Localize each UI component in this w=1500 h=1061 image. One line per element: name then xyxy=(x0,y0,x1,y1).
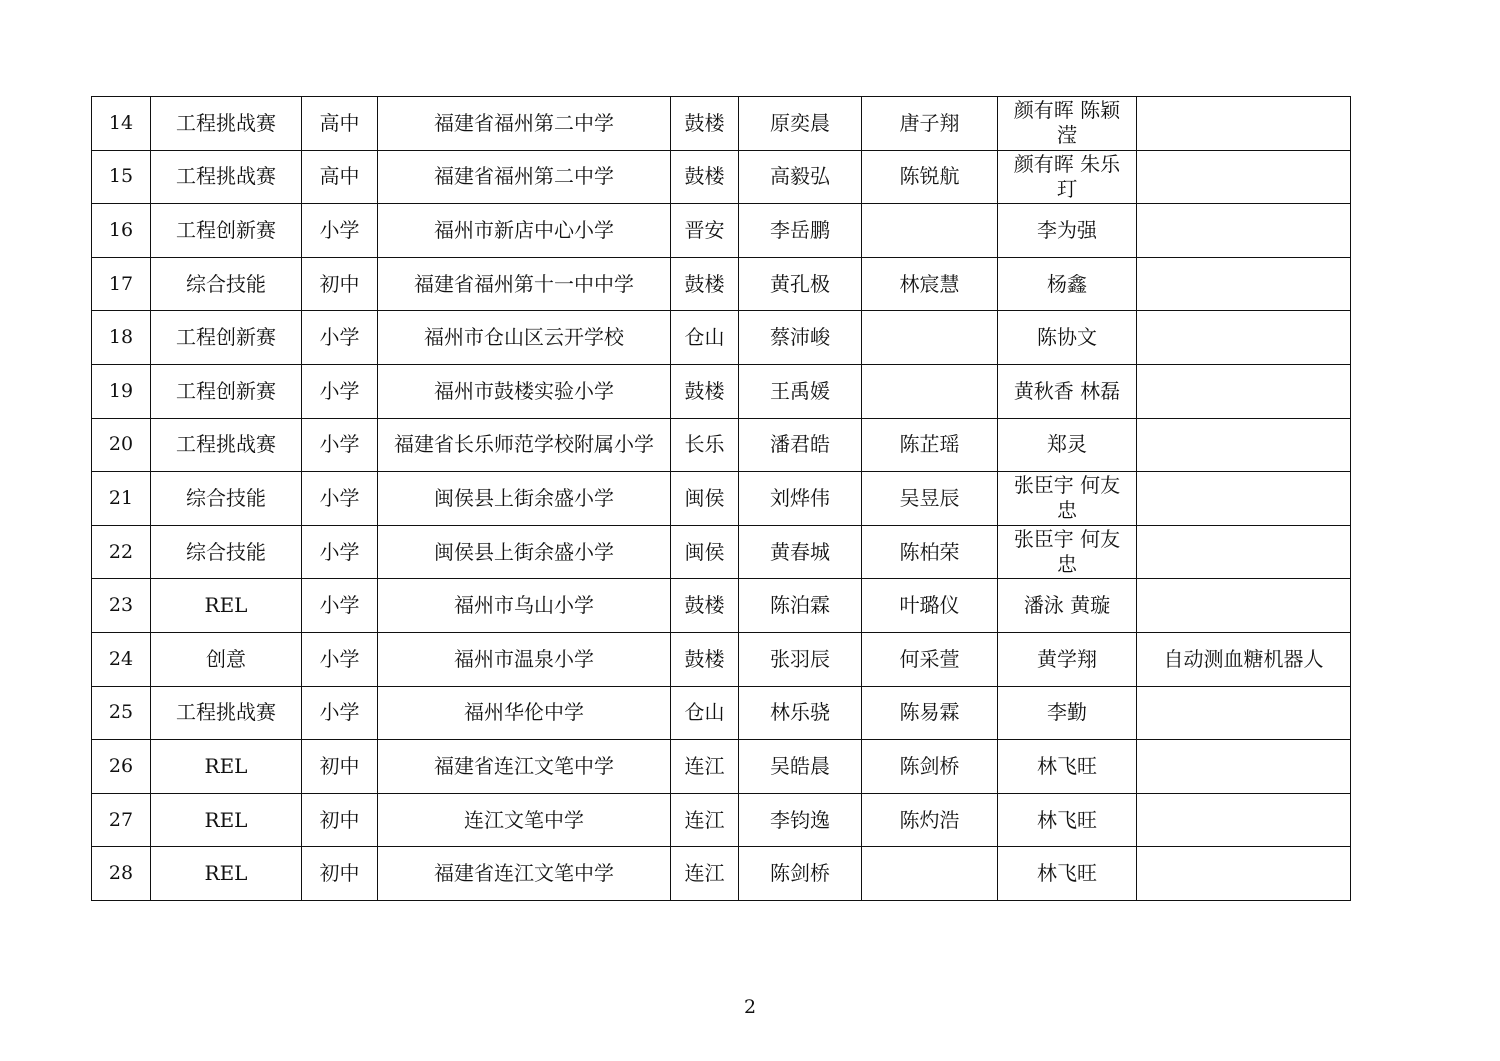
table-row xyxy=(92,418,1351,472)
no-cell: 26 xyxy=(92,740,151,794)
level-cell: 小学 xyxy=(302,525,378,579)
student2-cell: 陈锐航 xyxy=(862,150,998,204)
district-cell: 鼓楼 xyxy=(671,150,739,204)
student1-cell: 高毅弘 xyxy=(739,150,862,204)
level-cell: 高中 xyxy=(302,150,378,204)
event-cell: REL xyxy=(151,793,302,847)
table-body xyxy=(92,97,1351,901)
table-row xyxy=(92,525,1351,579)
student2-cell: 陈灼浩 xyxy=(862,793,998,847)
district-cell: 连江 xyxy=(671,740,739,794)
no-cell: 22 xyxy=(92,525,151,579)
teacher-cell: 颜有晖 朱乐玎 xyxy=(998,150,1137,204)
project-cell xyxy=(1137,97,1351,151)
event-cell: 综合技能 xyxy=(151,257,302,311)
level-cell: 小学 xyxy=(302,686,378,740)
student1-cell: 张羽辰 xyxy=(739,632,862,686)
no-cell: 14 xyxy=(92,97,151,151)
no-cell: 17 xyxy=(92,257,151,311)
no-cell: 25 xyxy=(92,686,151,740)
level-cell: 小学 xyxy=(302,472,378,526)
level-cell: 小学 xyxy=(302,311,378,365)
table-row xyxy=(92,686,1351,740)
student2-cell: 陈易霖 xyxy=(862,686,998,740)
school-cell: 福州市鼓楼实验小学 xyxy=(378,364,671,418)
project-cell xyxy=(1137,579,1351,633)
district-cell: 连江 xyxy=(671,847,739,901)
level-cell: 初中 xyxy=(302,793,378,847)
school-cell: 福州市仓山区云开学校 xyxy=(378,311,671,365)
no-cell: 24 xyxy=(92,632,151,686)
project-cell xyxy=(1137,204,1351,258)
no-cell: 19 xyxy=(92,364,151,418)
project-cell xyxy=(1137,793,1351,847)
student1-cell: 王禹媛 xyxy=(739,364,862,418)
school-cell: 福州市乌山小学 xyxy=(378,579,671,633)
student2-cell xyxy=(862,204,998,258)
table-row xyxy=(92,579,1351,633)
event-cell: 工程挑战赛 xyxy=(151,686,302,740)
event-cell: 综合技能 xyxy=(151,525,302,579)
student1-cell: 林乐骁 xyxy=(739,686,862,740)
level-cell: 初中 xyxy=(302,740,378,794)
district-cell: 连江 xyxy=(671,793,739,847)
teacher-cell: 张臣宇 何友忠 xyxy=(998,525,1137,579)
student1-cell: 陈剑桥 xyxy=(739,847,862,901)
results-table xyxy=(91,96,1351,901)
no-cell: 27 xyxy=(92,793,151,847)
event-cell: 工程创新赛 xyxy=(151,311,302,365)
teacher-cell: 李为强 xyxy=(998,204,1137,258)
district-cell: 长乐 xyxy=(671,418,739,472)
table-row xyxy=(92,257,1351,311)
district-cell: 闽侯 xyxy=(671,472,739,526)
student2-cell xyxy=(862,847,998,901)
event-cell: 工程创新赛 xyxy=(151,364,302,418)
event-cell: 工程挑战赛 xyxy=(151,418,302,472)
level-cell: 小学 xyxy=(302,579,378,633)
student1-cell: 原奕晨 xyxy=(739,97,862,151)
table-row xyxy=(92,311,1351,365)
table-row xyxy=(92,632,1351,686)
project-cell xyxy=(1137,472,1351,526)
school-cell: 福建省连江文笔中学 xyxy=(378,740,671,794)
school-cell: 福州市温泉小学 xyxy=(378,632,671,686)
no-cell: 23 xyxy=(92,579,151,633)
level-cell: 初中 xyxy=(302,257,378,311)
teacher-cell: 潘泳 黄璇 xyxy=(998,579,1137,633)
student2-cell: 陈剑桥 xyxy=(862,740,998,794)
no-cell: 20 xyxy=(92,418,151,472)
project-cell: 自动测血糖机器人 xyxy=(1137,632,1351,686)
student2-cell: 叶璐仪 xyxy=(862,579,998,633)
school-cell: 福建省福州第二中学 xyxy=(378,97,671,151)
table-row xyxy=(92,740,1351,794)
district-cell: 鼓楼 xyxy=(671,364,739,418)
teacher-cell: 张臣宇 何友忠 xyxy=(998,472,1137,526)
student1-cell: 陈泊霖 xyxy=(739,579,862,633)
page-number: 2 xyxy=(743,996,757,1018)
school-cell: 闽侯县上街余盛小学 xyxy=(378,525,671,579)
student1-cell: 李岳鹏 xyxy=(739,204,862,258)
student1-cell: 吴皓晨 xyxy=(739,740,862,794)
event-cell: 创意 xyxy=(151,632,302,686)
student2-cell: 何采萱 xyxy=(862,632,998,686)
project-cell xyxy=(1137,311,1351,365)
district-cell: 仓山 xyxy=(671,686,739,740)
school-cell: 福建省长乐师范学校附属小学 xyxy=(378,418,671,472)
teacher-cell: 林飞旺 xyxy=(998,847,1137,901)
student1-cell: 黄孔极 xyxy=(739,257,862,311)
event-cell: REL xyxy=(151,847,302,901)
project-cell xyxy=(1137,686,1351,740)
teacher-cell: 黄秋香 林磊 xyxy=(998,364,1137,418)
district-cell: 鼓楼 xyxy=(671,257,739,311)
teacher-cell: 黄学翔 xyxy=(998,632,1137,686)
district-cell: 鼓楼 xyxy=(671,632,739,686)
table-row xyxy=(92,793,1351,847)
teacher-cell: 杨鑫 xyxy=(998,257,1137,311)
teacher-cell: 林飞旺 xyxy=(998,793,1137,847)
project-cell xyxy=(1137,847,1351,901)
teacher-cell: 林飞旺 xyxy=(998,740,1137,794)
level-cell: 小学 xyxy=(302,632,378,686)
project-cell xyxy=(1137,150,1351,204)
level-cell: 小学 xyxy=(302,364,378,418)
event-cell: REL xyxy=(151,579,302,633)
no-cell: 18 xyxy=(92,311,151,365)
teacher-cell: 颜有晖 陈颖滢 xyxy=(998,97,1137,151)
table-row xyxy=(92,364,1351,418)
student2-cell: 陈柏荣 xyxy=(862,525,998,579)
school-cell: 福建省福州第二中学 xyxy=(378,150,671,204)
no-cell: 15 xyxy=(92,150,151,204)
no-cell: 21 xyxy=(92,472,151,526)
no-cell: 28 xyxy=(92,847,151,901)
school-cell: 福建省福州第十一中中学 xyxy=(378,257,671,311)
student2-cell xyxy=(862,311,998,365)
school-cell: 福建省连江文笔中学 xyxy=(378,847,671,901)
student1-cell: 蔡沛峻 xyxy=(739,311,862,365)
school-cell: 连江文笔中学 xyxy=(378,793,671,847)
student1-cell: 黄春城 xyxy=(739,525,862,579)
table-row xyxy=(92,472,1351,526)
event-cell: REL xyxy=(151,740,302,794)
teacher-cell: 李勤 xyxy=(998,686,1137,740)
student1-cell: 刘烨伟 xyxy=(739,472,862,526)
district-cell: 晋安 xyxy=(671,204,739,258)
student2-cell: 林宸慧 xyxy=(862,257,998,311)
level-cell: 初中 xyxy=(302,847,378,901)
school-cell: 福州华伦中学 xyxy=(378,686,671,740)
project-cell xyxy=(1137,740,1351,794)
level-cell: 高中 xyxy=(302,97,378,151)
table-row xyxy=(92,847,1351,901)
project-cell xyxy=(1137,257,1351,311)
project-cell xyxy=(1137,364,1351,418)
table-row xyxy=(92,150,1351,204)
level-cell: 小学 xyxy=(302,418,378,472)
student1-cell: 潘君皓 xyxy=(739,418,862,472)
school-cell: 闽侯县上街余盛小学 xyxy=(378,472,671,526)
school-cell: 福州市新店中心小学 xyxy=(378,204,671,258)
student1-cell: 李钧逸 xyxy=(739,793,862,847)
student2-cell: 陈芷瑶 xyxy=(862,418,998,472)
student2-cell: 吴昱辰 xyxy=(862,472,998,526)
district-cell: 闽侯 xyxy=(671,525,739,579)
student2-cell: 唐子翔 xyxy=(862,97,998,151)
project-cell xyxy=(1137,418,1351,472)
district-cell: 鼓楼 xyxy=(671,579,739,633)
level-cell: 小学 xyxy=(302,204,378,258)
event-cell: 工程挑战赛 xyxy=(151,150,302,204)
project-cell xyxy=(1137,525,1351,579)
table-row xyxy=(92,204,1351,258)
no-cell: 16 xyxy=(92,204,151,258)
event-cell: 综合技能 xyxy=(151,472,302,526)
student2-cell xyxy=(862,364,998,418)
district-cell: 仓山 xyxy=(671,311,739,365)
table-row xyxy=(92,97,1351,151)
teacher-cell: 陈协文 xyxy=(998,311,1137,365)
event-cell: 工程创新赛 xyxy=(151,204,302,258)
teacher-cell: 郑灵 xyxy=(998,418,1137,472)
event-cell: 工程挑战赛 xyxy=(151,97,302,151)
district-cell: 鼓楼 xyxy=(671,97,739,151)
